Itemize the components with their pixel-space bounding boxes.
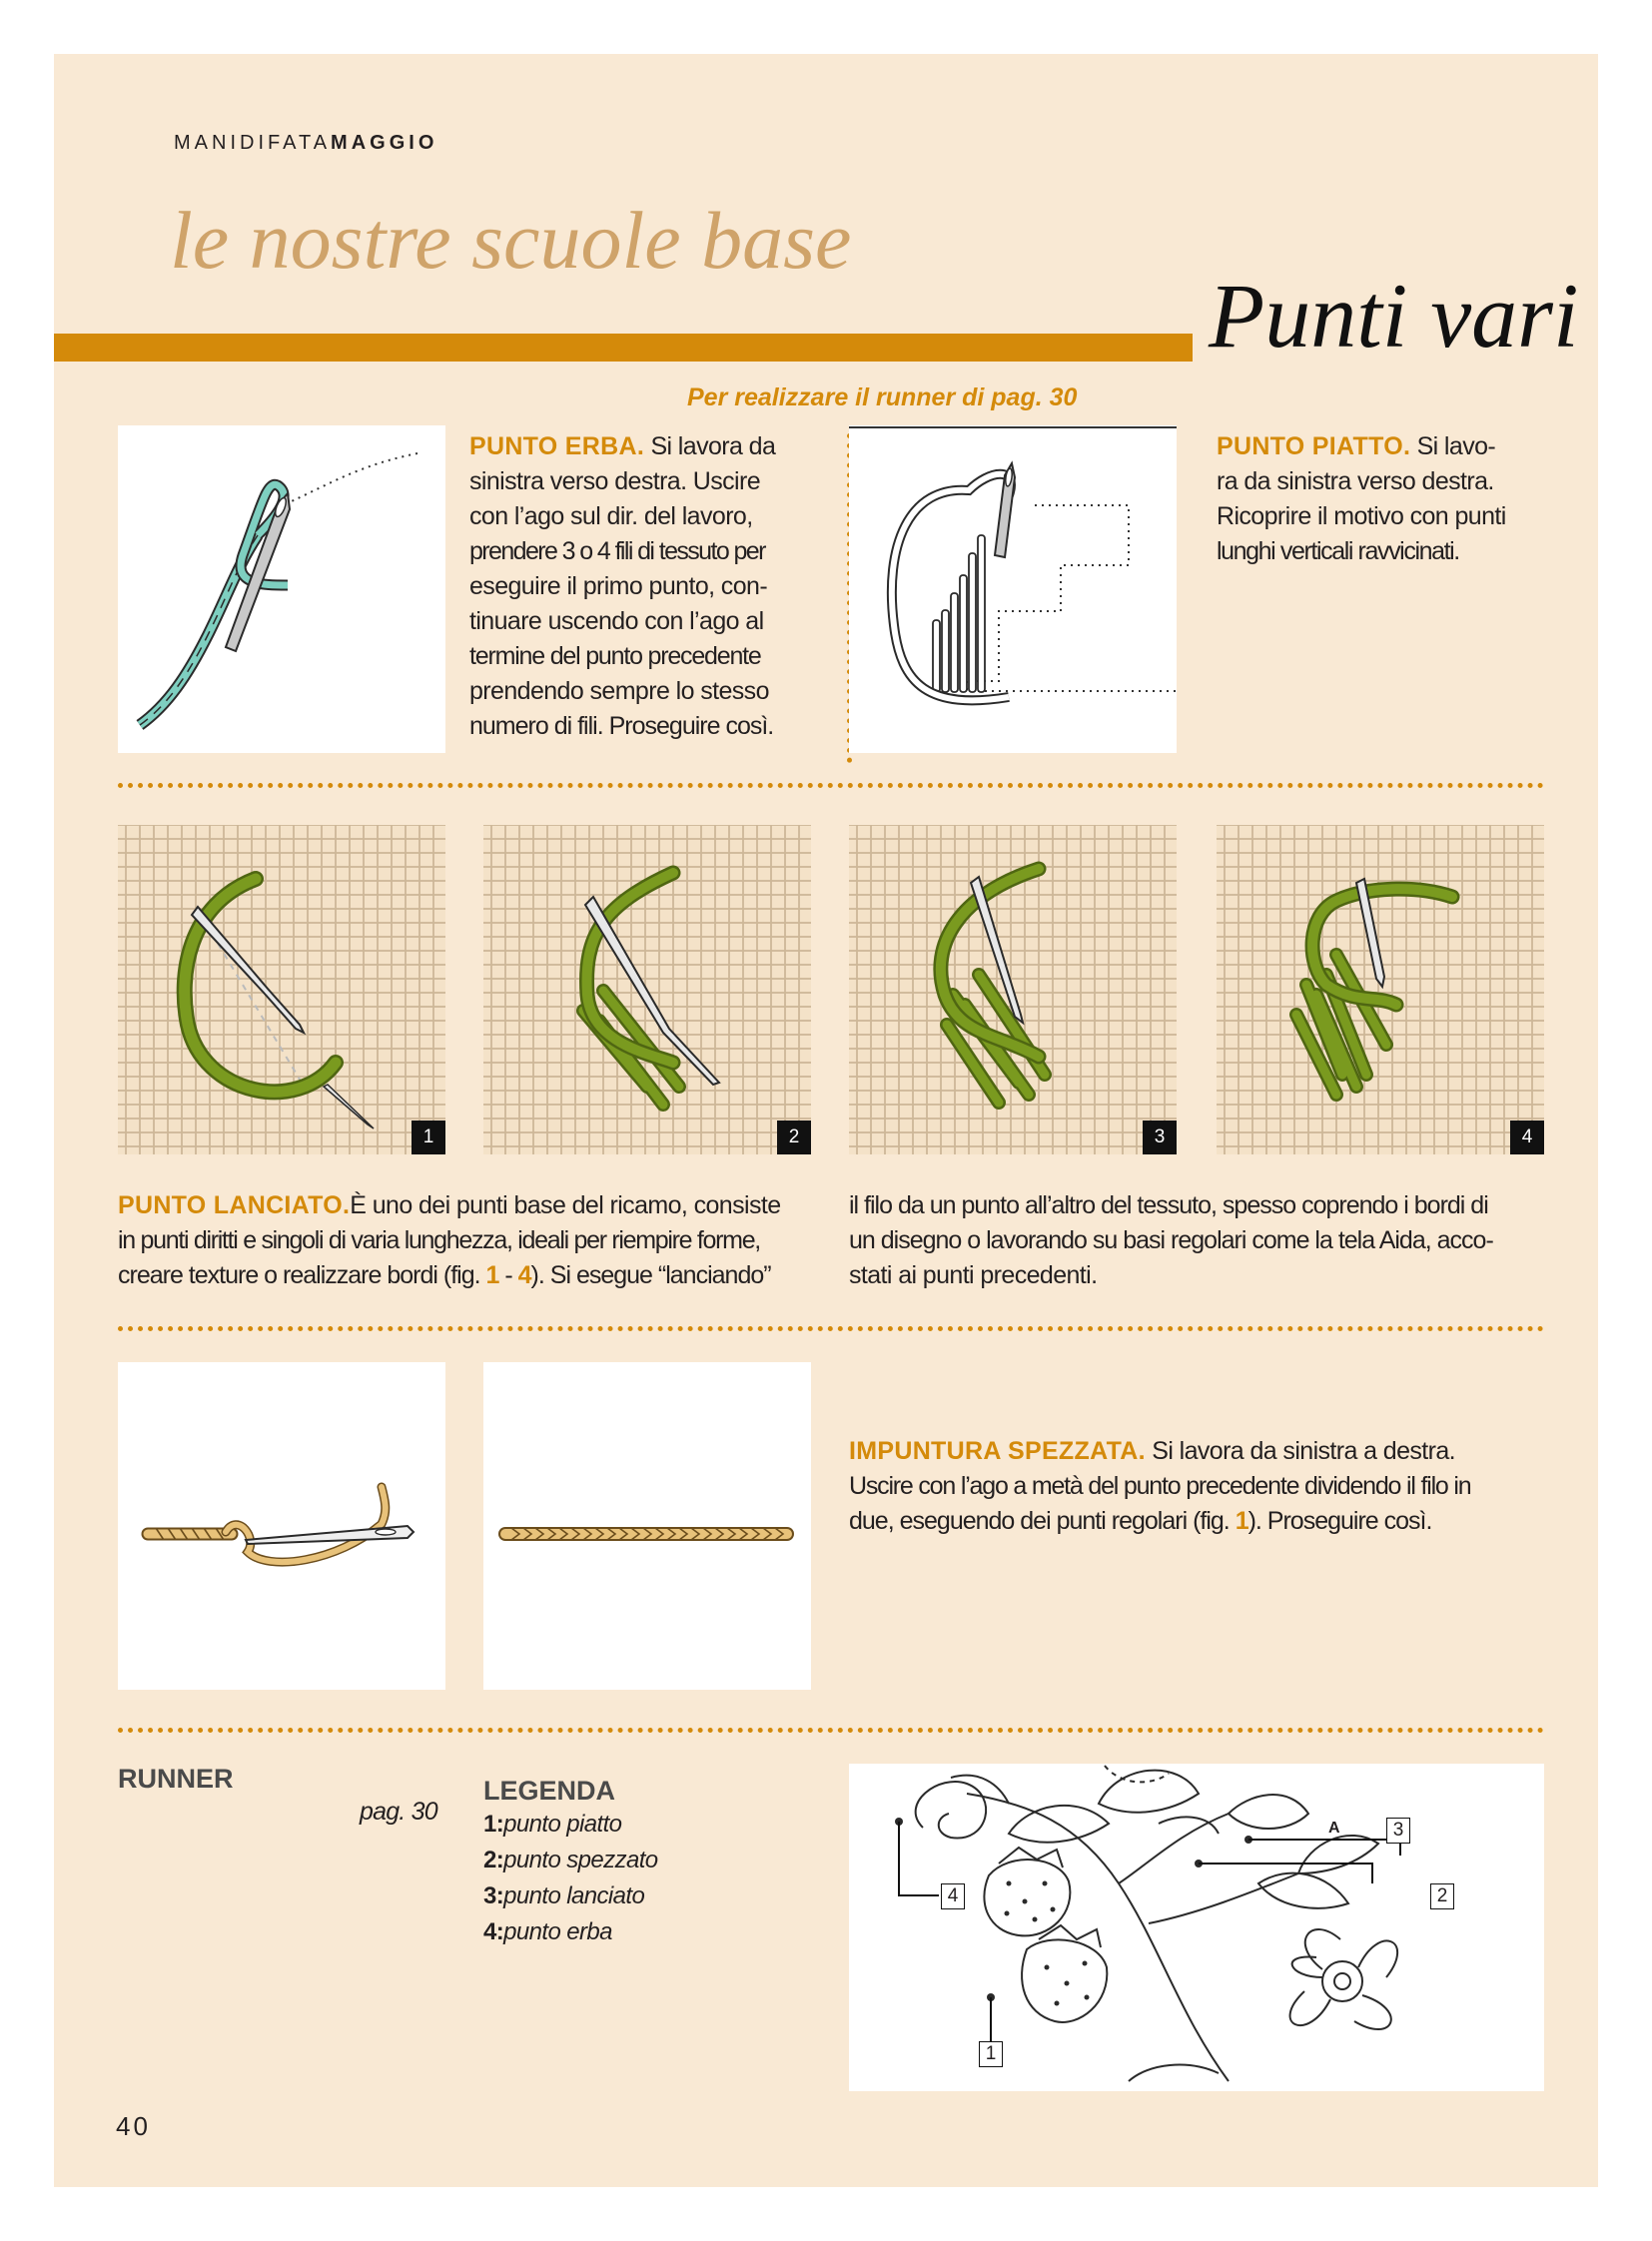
legend-item: [483, 1878, 658, 1914]
text-line: numero di fili. Proseguire così.: [469, 712, 774, 740]
section-divider: [118, 783, 1544, 788]
figure-1: [118, 825, 445, 1154]
impuntura-title: IMPUNTURA SPEZZATA.: [849, 1437, 1146, 1465]
legend-number: 4:: [483, 1918, 504, 1945]
page-number: 40: [116, 2111, 151, 2141]
text-fragment: due, eseguendo dei punti regolari (fig.: [849, 1507, 1236, 1535]
punto-piatto-title: PUNTO PIATTO.: [1217, 432, 1411, 460]
text-line: un disegno o lavorando su basi regolari come la tela Aida, acco-: [849, 1226, 1493, 1254]
text-line: in punti diritti e singoli di varia lunghezza, ideali per riempire forme,: [118, 1226, 760, 1254]
fig-ref: 1: [485, 1261, 499, 1289]
text-line: lunghi verticali ravvicinati.: [1217, 537, 1459, 565]
runner-label: RUNNER: [118, 1764, 234, 1794]
punto-lanciato-text-col2: [849, 1188, 1548, 1293]
pattern-label-1: 1: [979, 2041, 1003, 2067]
text-line: tinuare uscendo con l’ago al: [469, 607, 764, 635]
impuntura-text: [849, 1434, 1558, 1539]
pattern-label-3: 3: [1386, 1818, 1410, 1844]
text-fragment: ). Proseguire così.: [1247, 1507, 1432, 1535]
text-line: Si lavora da: [650, 432, 776, 460]
text-line: Uscire con l’ago a metà del punto precedente dividendo il filo in: [849, 1472, 1471, 1500]
text-line: il filo da un punto all’altro del tessuto, spesso coprendo i bordi di: [849, 1191, 1488, 1219]
section-divider: [118, 1728, 1544, 1733]
text-line: stati ai punti precedenti.: [849, 1261, 1098, 1289]
legend-text: punto lanciato: [503, 1882, 645, 1909]
legend: [483, 1776, 658, 1950]
legend-number: 2:: [483, 1847, 504, 1873]
legend-number: 1:: [483, 1811, 504, 1838]
text-line: ra da sinistra verso destra.: [1217, 467, 1494, 495]
text-line: sinistra verso destra. Uscire: [469, 467, 761, 495]
magazine-name: MANIDIFATA: [174, 132, 332, 154]
fig-ref: 1: [1235, 1507, 1248, 1535]
text-line: Ricoprire il motivo con punti: [1217, 502, 1506, 530]
text-line: È uno dei punti base del ricamo, consiste: [350, 1191, 781, 1219]
text-line: Si lavora da sinistra a destra.: [1152, 1437, 1456, 1465]
text-fragment: -: [498, 1261, 518, 1289]
legend-item: [483, 1807, 658, 1843]
text-line: termine del punto precedente: [469, 642, 761, 670]
figure-4: [1217, 825, 1544, 1154]
pattern-label-4: 4: [941, 1883, 965, 1909]
text-line: prendendo sempre lo stesso: [469, 677, 769, 705]
figure-number: 1: [412, 1120, 445, 1154]
figure-number: 2: [777, 1120, 811, 1154]
legend-text: punto erba: [503, 1918, 612, 1945]
text-fragment: creare texture o realizzare bordi (fig.: [118, 1261, 486, 1289]
text-line: con l’ago sul dir. del lavoro,: [469, 502, 753, 530]
magazine-month: MAGGIO: [331, 132, 438, 154]
impuntura-figure-2: [483, 1362, 811, 1690]
figure-3: [849, 825, 1177, 1154]
pattern-label-a: A: [1328, 1820, 1340, 1837]
punto-erba-illustration: [118, 425, 445, 753]
legend-item: [483, 1843, 658, 1878]
page-subtitle: Per realizzare il runner di pag. 30: [687, 383, 1078, 411]
punto-erba-title: PUNTO ERBA.: [469, 432, 645, 460]
runner-pattern: [849, 1764, 1544, 2091]
page: [54, 54, 1598, 2187]
fig-ref: 4: [517, 1261, 531, 1289]
figure-number: 3: [1143, 1120, 1177, 1154]
legend-item: [483, 1914, 658, 1950]
text-line: Si lavo-: [1416, 432, 1496, 460]
impuntura-figure-1: [118, 1362, 445, 1690]
page-title: Punti vari: [1193, 266, 1597, 366]
legend-text: punto piatto: [503, 1811, 622, 1838]
text-line: eseguire il primo punto, con-: [469, 572, 768, 600]
legend-title: LEGENDA: [483, 1776, 616, 1806]
runner-page-ref: pag. 30: [360, 1798, 437, 1826]
magazine-header: [174, 132, 437, 155]
legend-text: punto spezzato: [503, 1847, 658, 1873]
punto-piatto-text: [1217, 429, 1558, 569]
punto-lanciato-title: PUNTO LANCIATO.: [118, 1191, 351, 1219]
pattern-label-2: 2: [1430, 1883, 1454, 1909]
punto-erba-text: [469, 429, 829, 744]
legend-number: 3:: [483, 1882, 504, 1909]
figure-number: 4: [1510, 1120, 1544, 1154]
section-divider: [118, 1326, 1544, 1331]
punto-piatto-illustration: [849, 425, 1177, 753]
text-line: prendere 3 o 4 fili di tessuto per: [469, 537, 765, 565]
figure-2: [483, 825, 811, 1154]
punto-lanciato-text-col1: [118, 1188, 817, 1293]
text-fragment: ). Si esegue “lanciando”: [530, 1261, 771, 1289]
section-title: le nostre scuole base: [170, 195, 852, 286]
